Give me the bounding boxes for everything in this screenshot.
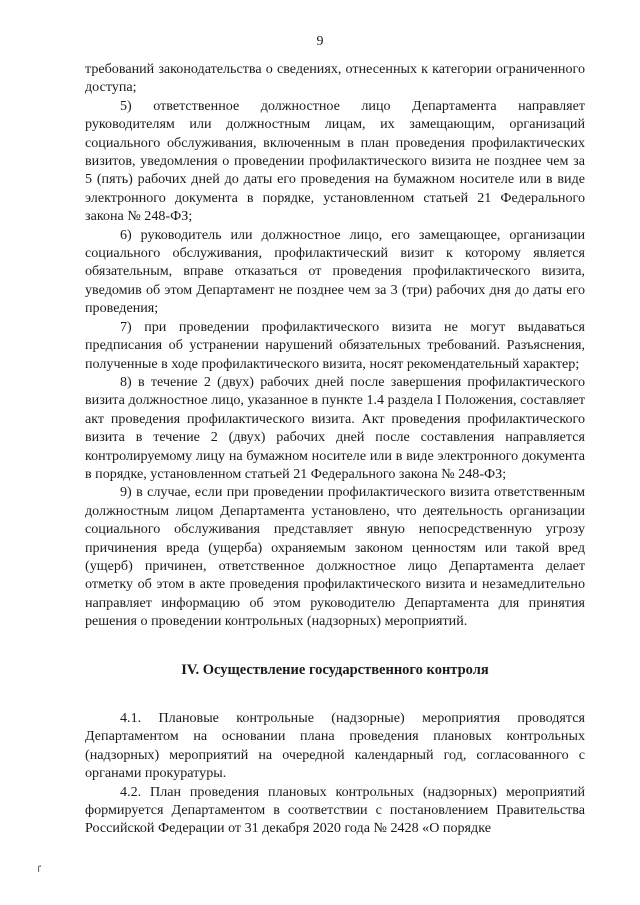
paragraph: 4.2. План проведения плановых контрольных (надзорных) мероприятий формируется Департаментом в соответствии с постановлением Правительства Российской Федерации от 31 декабря 2020 года № 2428 «О порядке — [85, 783, 585, 837]
paragraph: 8) в течение 2 (двух) рабочих дней после завершения профилактического визита должностное лицо, указанное в пункте 1.4 раздела I Положения, составляет акт проведения профилактического визита. Акт проведения профилактического визита в течение 2 (двух) рабочих дней после составления направляется контролируемому лицу на бумажном носителе или в виде электронного документа в порядке, установленном статьей 21 Федерального закона № 248-ФЗ; — [85, 373, 585, 482]
paragraph: требований законодательства о сведениях, отнесенных к категории ограниченного доступа; — [85, 61, 585, 96]
paragraph: 6) руководитель или должностное лицо, его замещающее, организации социального обслуживания, профилактический визит к которому является обязательным, вправе отказаться от проведения профилактического визита, уведомив об этом Департамент не позднее чем за 3 (три) рабочих дня до даты его проведения; — [85, 226, 585, 317]
margin-mark: ٵ — [36, 864, 42, 874]
paragraph: 4.1. Плановые контрольные (надзорные) мероприятия проводятся Департаментом на основании плана проведения плановых контрольных (надзорных) мероприятий на очередной календарный год, согласованного с органами прокуратуры. — [85, 710, 585, 782]
paragraph: 7) при проведении профилактического визита не могут выдаваться предписания об устранении нарушений обязательных требований. Разъяснения, полученные в ходе профилактического визита, носят рекомендательный характер; — [85, 318, 585, 372]
section-heading: IV. Осуществление государственного контроля — [181, 661, 489, 678]
paragraph-list-items-5-9 — [85, 60, 585, 631]
paragraph: 9) в случае, если при проведении профилактического визита ответственным должностным лицом Департамента установлено, что деятельность организации социального обслуживания представляет явную непосредственную угрозу причинения вреда (ущерба) охраняемым законом ценностям или такой вред (ущерб) причинен, ответственное должностное лицо Департамента делает отметку об этом в акте проведения профилактического визита и незамедлительно направляет информацию об этом руководителю Департамента для принятия решения о проведении контрольных (надзорных) мероприятий. — [85, 484, 585, 630]
paragraph-list-section-4 — [85, 709, 585, 838]
document-body — [85, 60, 585, 838]
paragraph: 5) ответственное должностное лицо Департамента направляет руководителям или должностным лицам, их замещающим, организаций социального обслуживания, включенным в план проведения профилактических визитов, уведомления о проведении профилактического визита не позднее чем за 5 (пять) рабочих дней до даты его проведения на бумажном носителе или в виде электронного документа в порядке, установленном статьей 21 Федерального закона № 248-ФЗ; — [85, 97, 585, 225]
page-number: 9 — [316, 34, 324, 49]
